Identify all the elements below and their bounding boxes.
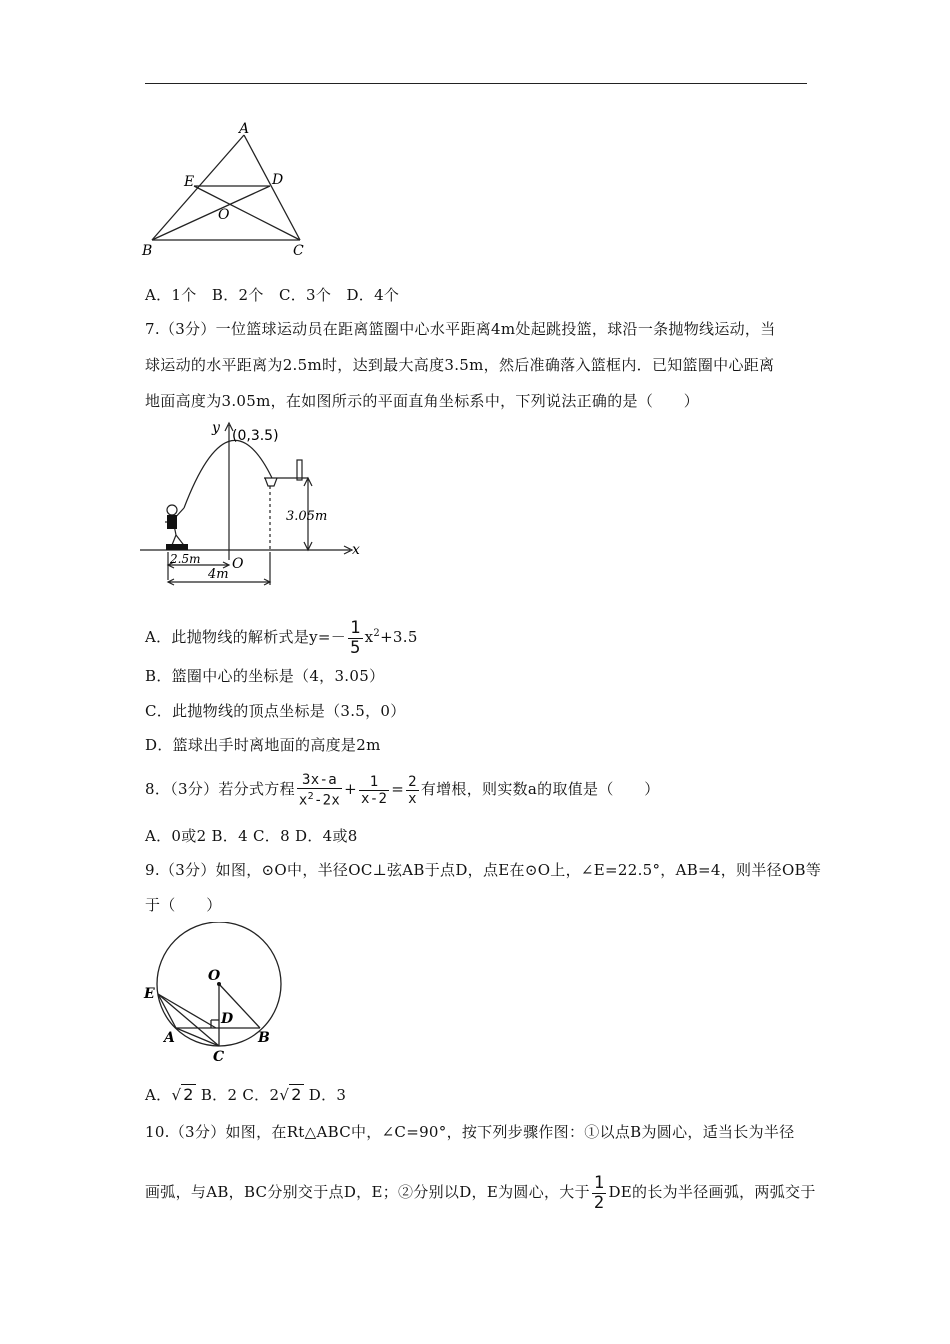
fraction-one-fifth: $\frac{1}{5}$ bbox=[350, 617, 361, 658]
basketball-figure bbox=[140, 420, 370, 592]
label-d: D bbox=[221, 1011, 234, 1027]
q7-option-d: D．篮球出手时离地面的高度是2m bbox=[145, 736, 381, 754]
fraction-2: $\frac{1}{x-2}$ bbox=[361, 773, 388, 807]
q7-option-a: A．此抛物线的解析式是y=－ $\frac{1}{5}$ $x^2+3.5$ bbox=[145, 617, 418, 658]
height-label: 3.05m bbox=[286, 509, 328, 524]
dist-4-label: 4m bbox=[208, 567, 229, 582]
label-e: E bbox=[184, 174, 195, 190]
q8-options: A．0或2 B．4 C．8 D．4或8 bbox=[145, 827, 358, 845]
q7-line3: 地面高度为3.05m，在如图所示的平面直角坐标系中，下列说法正确的是（ ） bbox=[145, 392, 700, 410]
label-d: D bbox=[272, 172, 284, 188]
sqrt-2-a: √ 2 bbox=[171, 1085, 194, 1104]
origin-label: O bbox=[232, 556, 244, 572]
label-o: O bbox=[218, 207, 230, 223]
q9-options: A．√ 2 B．2 C．2√ 2 D．3 bbox=[145, 1085, 347, 1104]
circle-figure bbox=[140, 922, 290, 1067]
q6-options: A．1个 B．2个 C．3个 D．4个 bbox=[145, 286, 400, 304]
vertex-label: (0,3.5) bbox=[232, 428, 279, 444]
q7-option-a-text: A．此抛物线的解析式是y=－ bbox=[145, 628, 347, 646]
label-c: C bbox=[293, 243, 304, 259]
label-c: C bbox=[213, 1049, 225, 1065]
label-b: B bbox=[258, 1030, 270, 1046]
dist-25-label: 2.5m bbox=[170, 552, 201, 566]
q7-option-c: C．此抛物线的顶点坐标是（3.5，0） bbox=[145, 702, 406, 720]
label-b: B bbox=[142, 243, 153, 259]
q7-line1: 7.（3分）一位篮球运动员在距离篮圈中心水平距离4m处起跳投篮，球沿一条抛物线运动，当 bbox=[145, 320, 776, 338]
q8-stem: 8．（3分）若分式方程 $\frac{3x-a}{x^2-2x}$ + $\frac{1}{x-2}$ = $\frac{2}{x}$ 有增根，则实数a的取值是（ ） bbox=[145, 771, 660, 809]
label-e: E bbox=[144, 986, 155, 1002]
fraction-3: $\frac{2}{x}$ bbox=[408, 773, 417, 807]
q10-line1: 10.（3分）如图，在Rt△ABC中，∠C=90°，按下列步骤作图：①以点B为圆心，适当长为半径 bbox=[145, 1123, 795, 1141]
q7-option-b: B．篮圈中心的坐标是（4，3.05） bbox=[145, 667, 385, 685]
fraction-1: $\frac{3x-a}{x^2-2x}$ bbox=[298, 771, 341, 809]
q9-line1: 9.（3分）如图，⊙O中，半径OC⊥弦AB于点D，点E在⊙O上，∠E=22.5°，AB=4，则半径OB等 bbox=[145, 861, 822, 879]
q10-line2: 画弧，与AB，BC分别交于点D，E；②分别以D，E为圆心，大于 $\frac{1}{2}$ DE的长为半径画弧，两弧交于 bbox=[145, 1172, 816, 1213]
label-o: O bbox=[208, 968, 221, 984]
header-rule bbox=[145, 83, 807, 84]
axis-y-label: y bbox=[212, 420, 220, 436]
triangle-figure bbox=[140, 118, 310, 263]
q7-line2: 球运动的水平距离为2.5m时，达到最大高度3.5m，然后准确落入篮框内．已知篮圈中心距离 bbox=[145, 356, 775, 374]
axis-x-label: x bbox=[352, 542, 360, 558]
label-a: A bbox=[164, 1030, 175, 1046]
q9-line2: 于（ ） bbox=[145, 896, 222, 914]
label-a: A bbox=[239, 121, 250, 137]
sqrt-2-c: √ 2 bbox=[279, 1085, 302, 1104]
fraction-half: $\frac{1}{2}$ bbox=[593, 1172, 605, 1213]
